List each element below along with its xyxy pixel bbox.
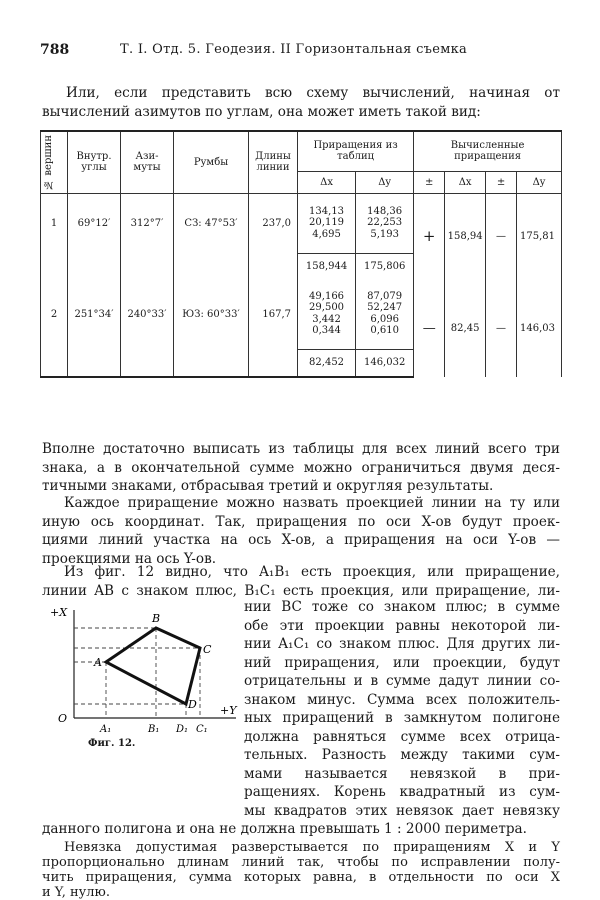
header-angle: Внутр. углы: [68, 131, 121, 193]
header-dx: Δx: [298, 171, 356, 193]
cell-angle: 251°34′: [68, 279, 121, 349]
axis-y-label: +Y: [220, 704, 237, 717]
cell-dx-sum: 82,452: [298, 349, 356, 377]
cell-length: 167,7: [249, 279, 298, 349]
header-sign-y: ±: [486, 171, 517, 193]
cell-dy-parts: 87,079 52,247 6,096 0,610: [356, 279, 414, 349]
cell-calc-dx: 158,94: [445, 193, 486, 279]
cell-dy-sum: 146,032: [356, 349, 414, 377]
cell-bearing: ЮЗ: 60°33′: [174, 279, 249, 349]
cell-length: 237,0: [249, 193, 298, 253]
cell-sign-x: —: [414, 279, 445, 377]
proj-b1-label: B₁: [148, 724, 160, 735]
cell-sign-y: —: [486, 193, 517, 279]
point-b-label: B: [152, 612, 161, 625]
cell-sign-y: —: [486, 279, 517, 377]
cell-bearing: СЗ: 47°53′: [174, 193, 249, 253]
header-increments-table: Приращения из таблиц: [298, 131, 414, 171]
point-d-label: D: [188, 698, 197, 711]
point-a-label: A: [94, 656, 102, 669]
cell-calc-dy: 146,03: [517, 279, 562, 377]
cell-dx-parts: 134,13 20,119 4,695: [298, 193, 356, 253]
table-row: [41, 279, 562, 349]
proj-a1-label: A₁: [100, 724, 112, 735]
paragraph-2: Каждое приращение можно назвать проекцией линии на ту или иную ось координат. Так, приращения по оси X-ов будут проек- циями линий участка на ось X-ов, а приращения на оси Y-ов — проекциями на ось Y-ов.: [42, 495, 560, 567]
running-title: Т. I. Отд. 5. Геодезия. II Горизонтальная съемка: [120, 42, 468, 57]
header-vertex: № вершин: [41, 131, 68, 193]
cell-calc-dy: 175,81: [517, 193, 562, 279]
cell-dx-sum: 158,944: [298, 253, 356, 279]
cell-dy-parts: 148,36 22,253 5,193: [356, 193, 414, 253]
cell-angle: 69°12′: [68, 193, 121, 253]
origin-label: O: [58, 712, 68, 725]
header-dy: Δy: [356, 171, 414, 193]
header-sign-x: ±: [414, 171, 445, 193]
cell-vertex: 1: [41, 193, 68, 253]
computation-table: [40, 130, 562, 378]
paragraph-3-start: Из фиг. 12 видно, что A₁B₁ есть проекция, или приращение, линии AB с знаком плюс, B₁C₁ есть проекция, или приращение, ли-: [42, 564, 560, 599]
cell-azimuth: 240°33′: [121, 279, 174, 349]
cell-azimuth: 312°7′: [121, 193, 174, 253]
cell-sign-x: +: [414, 193, 445, 279]
table-row: [41, 193, 562, 253]
cell-vertex: 2: [41, 279, 68, 349]
header-calc-dx: Δx: [445, 171, 486, 193]
paragraph-3-tail: данного полигона и она не должна превышать 1 : 2000 периметра.: [42, 821, 527, 837]
proj-c1-label: C₁: [196, 724, 208, 735]
polygon-abcd: [106, 628, 200, 704]
header-azimuth: Ази- муты: [121, 131, 174, 193]
paragraph-3-wrapped: нии BC тоже со знаком плюс; в сумме обе эти проекции равны некоторой ли- нии A₁C₁ со знаком плюс. Для других ли- ний приращения, или проекции, будут отрицательны и в сумме дадут линии со- знаком минус. Сумма всех положитель- ных приращений в замкнутом полигоне должна равняться сумме всех отрица- тельных. Разность между такими сум- мами называется невязкой в при- ращениях. Корень квадратный из сум- мы квадратов этих невязок дает невязку: [244, 599, 560, 819]
running-header: [40, 42, 560, 62]
header-bearing: Румбы: [174, 131, 249, 193]
point-c-label: C: [203, 643, 212, 656]
header-calc-dy: Δy: [517, 171, 562, 193]
paragraph-1: Вполне достаточно выписать из таблицы для всех линий всего три знака, а в окончательной сумме можно ограничиться двумя деся- тичными знаками, отбрасывая третий и округляя результаты.: [42, 441, 560, 494]
figure-12: [40, 600, 240, 770]
header-computed-increments: Вычисленные приращения: [414, 131, 562, 171]
cell-dx-parts: 49,166 29,500 3,442 0,344: [298, 279, 356, 349]
proj-d1-label: D₁: [176, 724, 189, 735]
cell-calc-dx: 82,45: [445, 279, 486, 377]
cell-dy-sum: 175,806: [356, 253, 414, 279]
figure-caption: Фиг. 12.: [88, 738, 136, 749]
page-number: 788: [40, 42, 70, 58]
intro-paragraph: Или, если представить всю схему вычислений, начиная от вычислений азимутов по углам, она может иметь такой вид:: [42, 85, 560, 120]
axis-x-label: +X: [50, 606, 68, 619]
polygon-projection-diagram: [40, 600, 240, 770]
header-length: Длины линии: [249, 131, 298, 193]
paragraph-4: Невязка допустимая разверстывается по приращениям X и Y пропорционально длинам линий так, чтобы по исправлении полу- чить приращения, сумма которых равна, в отдельности по оси X и Y, нулю.: [42, 840, 560, 900]
